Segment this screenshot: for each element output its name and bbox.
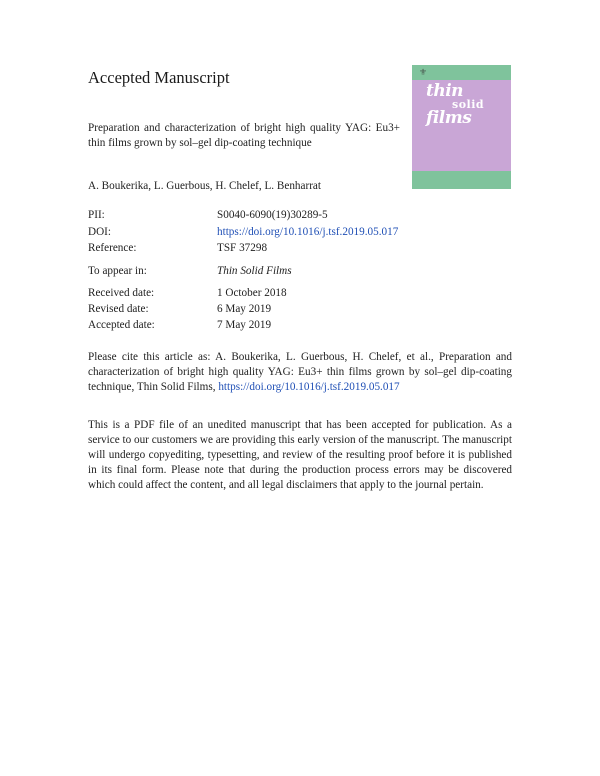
- page-heading: Accepted Manuscript: [88, 68, 230, 87]
- article-title: Preparation and characterization of bright high quality YAG: Eu3+ thin films grown by sol–gel dip-coating technique: [88, 122, 400, 149]
- doi-link[interactable]: https://doi.org/10.1016/j.tsf.2019.05.017: [217, 226, 399, 238]
- reference-label: Reference:: [88, 242, 137, 254]
- pii-label: PII:: [88, 209, 105, 221]
- authors: A. Boukerika, L. Guerbous, H. Chelef, L. Benharrat: [88, 180, 322, 192]
- received-date-value: 1 October 2018: [217, 287, 287, 299]
- doi-label: DOI:: [88, 226, 111, 238]
- publisher-logo-icon: ⚜: [418, 67, 428, 77]
- appear-in-label: To appear in:: [88, 265, 147, 277]
- pii-value: S0040-6090(19)30289-5: [217, 209, 328, 221]
- cover-journal-title: thin solid films: [426, 81, 485, 128]
- journal-cover-image: [412, 65, 511, 189]
- cover-bottom-band: [412, 171, 511, 189]
- citation-text: Please cite this article as: A. Boukerika, L. Guerbous, H. Chelef, et al., Preparation and characterization of bright high quality YAG: Eu3+ thin films grown by sol–gel dip-coating technique, Thin Solid Films,: [88, 351, 512, 393]
- accepted-date-value: 7 May 2019: [217, 319, 272, 331]
- disclaimer-paragraph: This is a PDF file of an unedited manuscript that has been accepted for publication. As a service to our customers we are providing this early version of the manuscript. The manuscript will undergo copyediting, typesetting, and review of the resulting proof before it is published in its final form. Please note that during the production process errors may be discovered which could affect the content, and all legal disclaimers that apply to the journal pertain.: [88, 419, 512, 491]
- reference-value: TSF 37298: [217, 242, 268, 254]
- accepted-date-label: Accepted date:: [88, 319, 155, 331]
- journal-name: Thin Solid Films: [217, 265, 292, 277]
- received-date-label: Received date:: [88, 287, 155, 299]
- citation-doi-link[interactable]: https://doi.org/10.1016/j.tsf.2019.05.017: [218, 381, 400, 393]
- revised-date-label: Revised date:: [88, 303, 149, 315]
- citation-paragraph: [88, 350, 512, 395]
- revised-date-value: 6 May 2019: [217, 303, 272, 315]
